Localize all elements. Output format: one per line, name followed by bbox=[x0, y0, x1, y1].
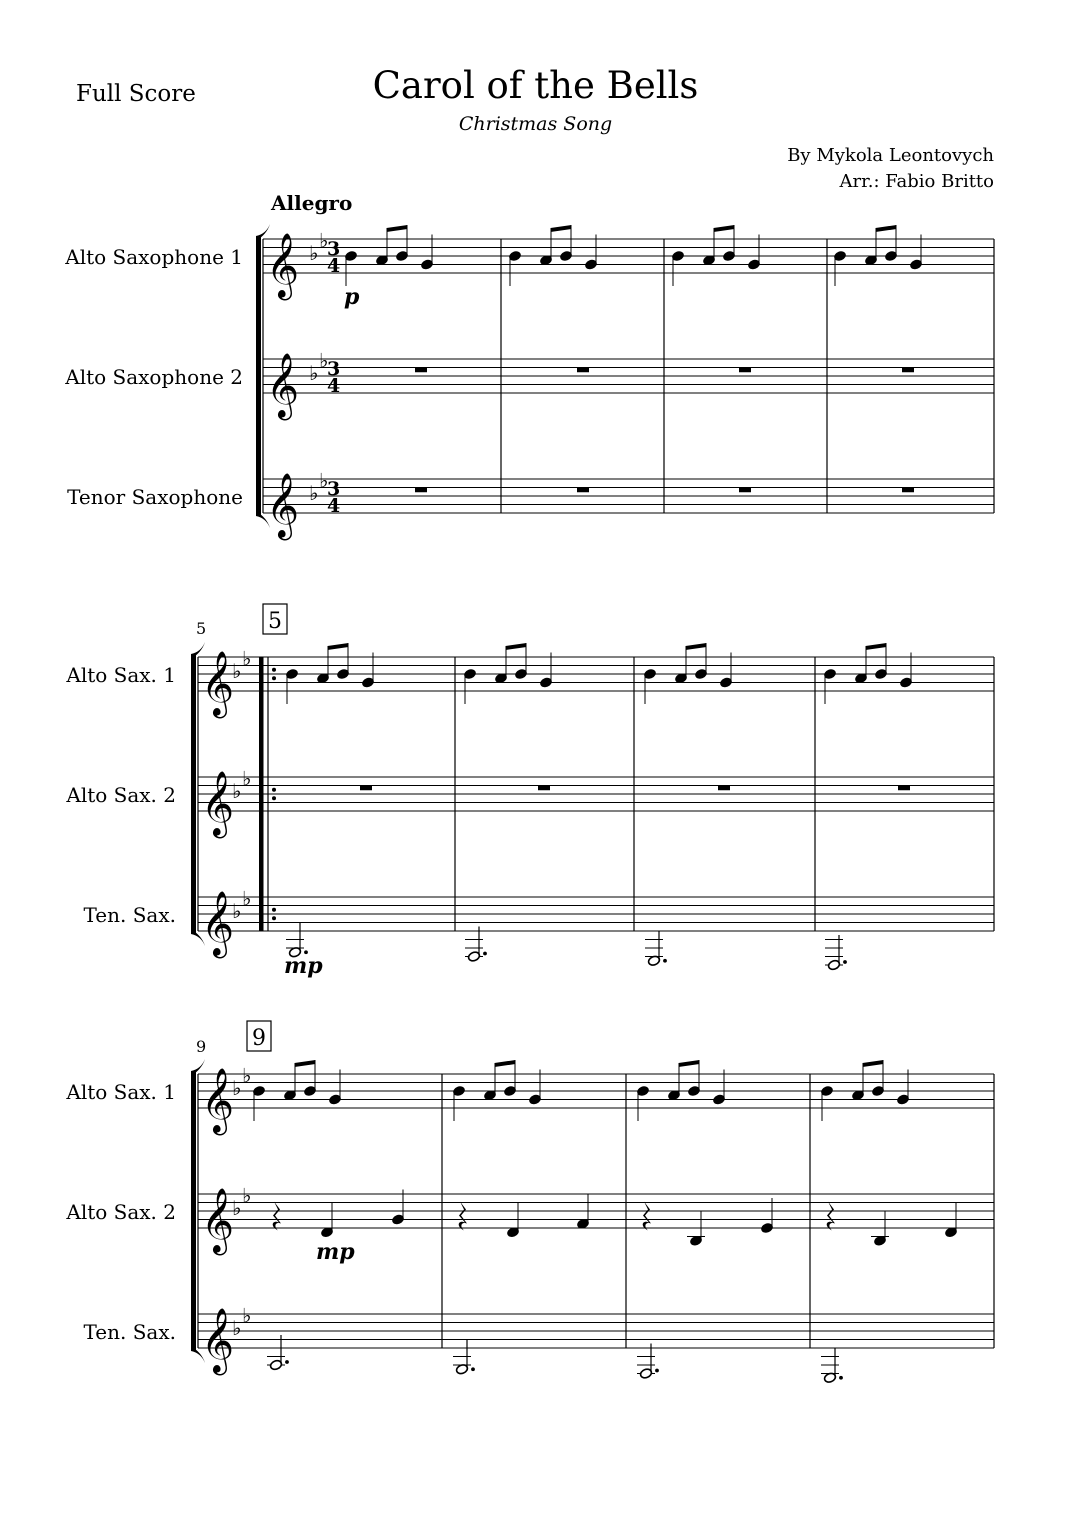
flat-icon: ♭ bbox=[242, 646, 252, 671]
whole-rest-icon bbox=[577, 488, 589, 493]
staff bbox=[263, 239, 994, 273]
whole-rest-icon bbox=[898, 786, 910, 791]
flat-icon: ♭ bbox=[309, 481, 319, 505]
repeat-dot bbox=[272, 788, 276, 792]
repeat-thick-bar bbox=[259, 657, 264, 931]
repeat-dot bbox=[272, 916, 276, 920]
time-signature-top: 3 bbox=[327, 238, 341, 260]
time-signature-bottom: 4 bbox=[327, 255, 341, 277]
whole-rest-icon bbox=[415, 368, 427, 373]
time-signature-top: 3 bbox=[327, 358, 341, 380]
beam bbox=[506, 643, 527, 650]
score-title: Carol of the Bells bbox=[372, 64, 699, 107]
flat-icon: ♭ bbox=[242, 1063, 252, 1088]
score-subtitle: Christmas Song bbox=[458, 113, 613, 135]
flat-icon: ♭ bbox=[232, 1076, 242, 1100]
staff bbox=[263, 359, 994, 393]
dynamic-mezzo-piano: mp bbox=[284, 953, 323, 979]
composer-credit: By Mykola Leontovych bbox=[787, 145, 994, 166]
staff bbox=[198, 897, 994, 931]
staff bbox=[198, 1314, 994, 1348]
whole-rest-icon bbox=[360, 786, 372, 791]
flat-icon: ♭ bbox=[242, 886, 252, 911]
instrument-label-tenor: Ten. Sax. bbox=[83, 1320, 176, 1344]
whole-rest-icon bbox=[902, 368, 914, 373]
system-bracket bbox=[191, 1071, 196, 1351]
measure-number: 5 bbox=[196, 619, 207, 638]
augmentation-dot bbox=[843, 960, 847, 964]
flat-icon: ♭ bbox=[232, 1316, 242, 1340]
augmentation-dot bbox=[471, 1367, 475, 1371]
beam bbox=[495, 1060, 516, 1067]
quarter-rest-icon bbox=[643, 1202, 651, 1231]
treble-clef-icon: 𝄞 bbox=[201, 651, 235, 716]
augmentation-dot bbox=[483, 952, 487, 956]
augmentation-dot bbox=[663, 959, 667, 963]
treble-clef-icon: 𝄞 bbox=[266, 233, 300, 298]
system-bracket bbox=[191, 654, 196, 934]
arranger-credit: Arr.: Fabio Britto bbox=[839, 171, 994, 192]
treble-clef-icon: 𝄞 bbox=[201, 771, 235, 836]
whole-rest-icon bbox=[739, 368, 751, 373]
beam bbox=[295, 1060, 316, 1067]
beam bbox=[714, 225, 735, 232]
time-signature-bottom: 4 bbox=[327, 495, 341, 517]
system-bracket bbox=[256, 236, 261, 516]
treble-clef-icon: 𝄞 bbox=[201, 1068, 235, 1133]
augmentation-dot bbox=[285, 1360, 289, 1364]
instrument-label-alto1: Alto Sax. 1 bbox=[66, 663, 176, 687]
repeat-dot bbox=[272, 668, 276, 672]
instrument-label-alto2: Alto Sax. 2 bbox=[66, 783, 176, 807]
treble-clef-icon: 𝄞 bbox=[201, 1308, 235, 1373]
flat-icon: ♭ bbox=[232, 659, 242, 683]
flat-icon: ♭ bbox=[232, 779, 242, 803]
instrument-label-alto2: Alto Sax. 2 bbox=[66, 1200, 176, 1224]
repeat-dot bbox=[272, 676, 276, 680]
staff bbox=[263, 479, 994, 513]
dynamic-mezzo-piano: mp bbox=[316, 1239, 355, 1265]
quarter-rest-icon bbox=[273, 1202, 281, 1231]
whole-rest-icon bbox=[902, 488, 914, 493]
flat-icon: ♭ bbox=[242, 766, 252, 791]
instrument-label-tenor: Ten. Sax. bbox=[83, 903, 176, 927]
flat-icon: ♭ bbox=[309, 361, 319, 385]
staff bbox=[198, 657, 994, 691]
augmentation-dot bbox=[839, 1376, 843, 1380]
beam bbox=[876, 225, 897, 232]
instrument-label-tenor: Tenor Saxophone bbox=[67, 485, 243, 509]
whole-rest-icon bbox=[538, 786, 550, 791]
beam bbox=[328, 643, 349, 650]
treble-clef-icon: 𝄞 bbox=[266, 473, 300, 538]
whole-rest-icon bbox=[739, 488, 751, 493]
beam bbox=[551, 225, 572, 232]
instrument-label-alto2: Alto Saxophone 2 bbox=[65, 365, 243, 389]
flat-icon: ♭ bbox=[319, 348, 329, 373]
time-signature-top: 3 bbox=[327, 478, 341, 500]
whole-rest-icon bbox=[718, 786, 730, 791]
beam bbox=[679, 1060, 700, 1067]
staff bbox=[198, 1194, 994, 1228]
instrument-label-alto1: Alto Saxophone 1 bbox=[65, 245, 243, 269]
treble-clef-icon: 𝄞 bbox=[201, 1188, 235, 1253]
whole-rest-icon bbox=[415, 488, 427, 493]
repeat-dot bbox=[272, 796, 276, 800]
flat-icon: ♭ bbox=[319, 228, 329, 253]
beam bbox=[387, 225, 408, 232]
flat-icon: ♭ bbox=[319, 468, 329, 493]
flat-icon: ♭ bbox=[232, 899, 242, 923]
dynamic-piano: p bbox=[344, 284, 360, 310]
flat-icon: ♭ bbox=[242, 1303, 252, 1328]
full-score-label: Full Score bbox=[76, 81, 196, 107]
flat-icon: ♭ bbox=[309, 241, 319, 265]
beam bbox=[686, 643, 707, 650]
flat-icon: ♭ bbox=[242, 1183, 252, 1208]
quarter-rest-icon bbox=[827, 1202, 835, 1231]
treble-clef-icon: 𝄞 bbox=[201, 891, 235, 956]
beam bbox=[863, 1060, 884, 1067]
rehearsal-mark: 9 bbox=[252, 1026, 266, 1051]
tempo-marking: Allegro bbox=[271, 191, 353, 215]
measure-number: 9 bbox=[196, 1037, 207, 1056]
staff bbox=[198, 777, 994, 811]
rehearsal-mark: 5 bbox=[268, 609, 282, 634]
quarter-rest-icon bbox=[459, 1202, 467, 1231]
flat-icon: ♭ bbox=[232, 1196, 242, 1220]
time-signature-bottom: 4 bbox=[327, 375, 341, 397]
repeat-dot bbox=[272, 908, 276, 912]
instrument-label-alto1: Alto Sax. 1 bbox=[66, 1080, 176, 1104]
whole-rest-icon bbox=[577, 368, 589, 373]
beam bbox=[866, 643, 887, 650]
treble-clef-icon: 𝄞 bbox=[266, 353, 300, 418]
augmentation-dot bbox=[655, 1369, 659, 1373]
